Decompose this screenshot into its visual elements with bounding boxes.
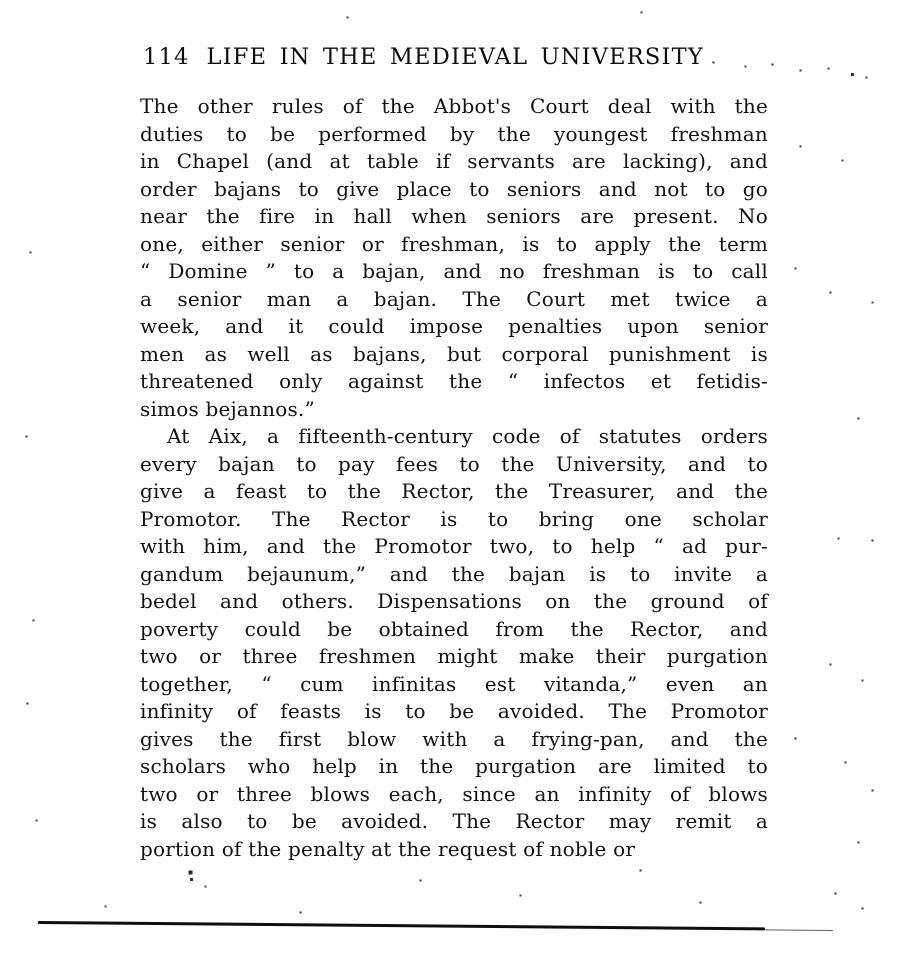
text-line: men as well as bajans, but corporal punishment is [140,341,768,366]
text-line: scholars who help in the purgation are limited to [140,754,768,778]
text-line: is also to be avoided. The Rector may remit a [140,809,768,833]
text-line: with him, and the Promotor two, to help “ ad pur- [140,534,768,558]
text-line: near the fire in hall when seniors are present. No [140,204,768,228]
text-block [140,93,768,863]
text-line: two or three freshmen might make their purgation [140,644,768,668]
text-line: in Chapel (and at table if servants are lacking), and [140,149,768,173]
paragraph [140,423,768,863]
text-line: threatened only against the “ infectos et fetidis- [140,369,768,393]
text-line: poverty could be obtained from the Rector, and [140,616,768,641]
page-title: LIFE IN THE MEDIEVAL UNIVERSITY [206,44,704,70]
text-line: At Aix, a fifteenth-century code of statutes orders [167,424,768,448]
text-line: portion of the penalty at the request of noble or [140,836,636,861]
text-line: give a feast to the Rector, the Treasurer, and the [140,479,768,503]
paragraph [140,93,768,423]
text-line: order bajans to give place to seniors and not to go [140,176,768,201]
text-line: week, and it could impose penalties upon senior [140,314,768,338]
text-line: bedel and others. Dispensations on the ground of [140,589,768,613]
text-line: every bajan to pay fees to the University, and to [140,451,768,476]
text-line: gives the first blow with a frying-pan, and the [140,726,768,751]
text-line: one, either senior or freshman, is to apply the term [140,231,768,256]
text-line: duties to be performed by the youngest freshman [140,121,768,146]
page-number: 114 [143,44,190,70]
text-line: simos bejannos.” [140,396,315,421]
page-header [143,44,704,70]
scan-rule-line [38,921,765,930]
text-line: together, “ cum infinitas est vitanda,” even an [140,671,768,696]
text-line: The other rules of the Abbot's Court deal with the [140,94,768,118]
text-line: “ Domine ” to a bajan, and no freshman is to call [140,259,768,283]
scan-noise [0,0,1,1]
text-line: two or three blows each, since an infinity of blows [140,781,768,806]
text-line: gandum bejaunum,” and the bajan is to invite a [140,561,768,586]
text-line: a senior man a bajan. The Court met twice a [140,286,768,311]
text-line: infinity of feasts is to be avoided. The Promotor [140,699,768,723]
text-line: Promotor. The Rector is to bring one scholar [140,506,768,531]
